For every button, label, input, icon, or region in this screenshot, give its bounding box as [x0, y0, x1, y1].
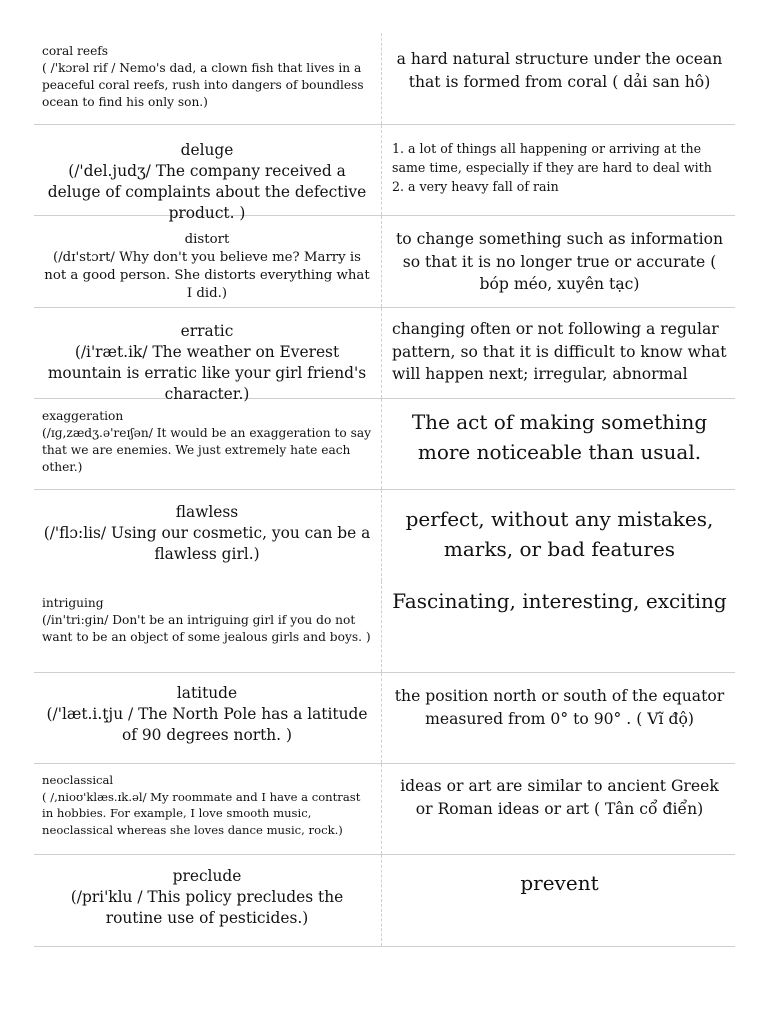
term-word: flawless — [175, 503, 239, 521]
definition-text: to change something such as information so that it is no longer true or accurate ( bóp méo, xuyên tạc) — [395, 230, 724, 293]
term-example: (/'flɔ:lis/ Using our cosmetic, you can be a flawless girl.) — [43, 524, 371, 563]
term-example: (/pri'klu / This policy precludes the routine use of pesticides.) — [70, 888, 344, 927]
term-example: (/i'ræt.ik/ The weather on Everest mountain is erratic like your girl friend's character.) — [47, 343, 367, 403]
term-cell — [34, 308, 382, 403]
term-example: ( /'kɔrəl rif / Nemo's dad, a clown fish that lives in a peaceful coral reefs, rush into dangers of boundless ocean to find his only son.) — [42, 61, 364, 109]
flashcard — [34, 490, 735, 581]
definition-cell — [382, 216, 735, 307]
flashcard — [34, 216, 735, 308]
term-cell — [34, 764, 382, 854]
definition-text: a hard natural structure under the ocean that is formed from coral ( dải san hô) — [396, 50, 723, 91]
term-word: latitude — [176, 684, 238, 702]
definition-text: Fascinating, interesting, exciting — [392, 589, 727, 613]
term-word: exaggeration — [42, 409, 124, 423]
term-word: erratic — [180, 322, 234, 340]
term-cell — [34, 490, 382, 581]
term-word: intriguing — [42, 596, 104, 610]
term-word: preclude — [172, 867, 242, 885]
term-example: (/'del.judʒ/ The company received a deluge of complaints about the defective product. ) — [47, 162, 367, 222]
definition-text: ideas or art are similar to ancient Greek or Roman ideas or art ( Tân cổ điển) — [400, 777, 719, 818]
definition-cell — [382, 673, 735, 763]
flashcard — [34, 855, 735, 947]
definition-line: 2. a very heavy fall of rain — [392, 179, 559, 194]
term-cell — [34, 399, 382, 489]
term-example: (/in'tri:gin/ Don't be an intriguing girl if you do not want to be an object of some jealous girls and boys. ) — [42, 613, 371, 644]
definition-cell — [382, 308, 735, 398]
definition-cell — [382, 399, 735, 489]
term-example: (/ɪɡ,zædʒ.ə'reɪʃən/ It would be an exaggeration to say that we are enemies. We just extremely hate each other.) — [42, 426, 372, 474]
term-cell — [34, 216, 382, 307]
term-cell — [34, 581, 382, 672]
flashcard-list — [34, 33, 735, 947]
term-cell — [34, 673, 382, 763]
flashcard — [34, 125, 735, 222]
definition-text: perfect, without any mistakes, marks, or bad features — [405, 507, 714, 561]
flashcard — [34, 399, 735, 490]
definition-text: The act of making something more noticeable than usual. — [411, 410, 708, 464]
term-cell — [34, 33, 382, 124]
term-example: ( /,nioʊ'klæs.ɪk.əl/ My roommate and I have a contrast in hobbies. For example, I love smooth music, neoclassical whereas she loves dance music, rock.) — [42, 789, 361, 837]
definition-cell — [382, 33, 735, 124]
term-example: (/'læt.i.ţju / The North Pole has a latitude of 90 degrees north. ) — [46, 705, 368, 744]
term-cell — [34, 125, 382, 222]
term-word: coral reefs — [42, 44, 109, 58]
definition-cell — [382, 855, 735, 946]
definition-cell — [382, 764, 735, 854]
term-word: neoclassical — [42, 773, 114, 787]
flashcard — [34, 33, 735, 125]
flashcard — [34, 764, 735, 855]
definition-cell — [382, 490, 735, 581]
definition-cell — [382, 125, 735, 215]
definition-text: changing often or not following a regular pattern, so that it is difficult to know what will happen next; irregular, abnormal — [392, 320, 727, 383]
term-word: deluge — [180, 141, 234, 159]
definition-text: the position north or south of the equator measured from 0° to 90° . ( Vĩ độ) — [394, 687, 725, 728]
flashcard — [34, 308, 735, 403]
flashcard — [34, 581, 735, 673]
term-example: (/dɪ'stɔrt/ Why don't you believe me? Marry is not a good person. She distorts everything what I did.) — [44, 250, 370, 301]
term-word: distort — [184, 232, 230, 247]
definition-cell — [382, 581, 735, 672]
definition-line: 1. a lot of things all happening or arriving at the same time, especially if they are hard to deal with — [392, 141, 712, 175]
term-cell — [34, 855, 382, 946]
definition-text: prevent — [520, 871, 599, 895]
flashcard — [34, 673, 735, 764]
